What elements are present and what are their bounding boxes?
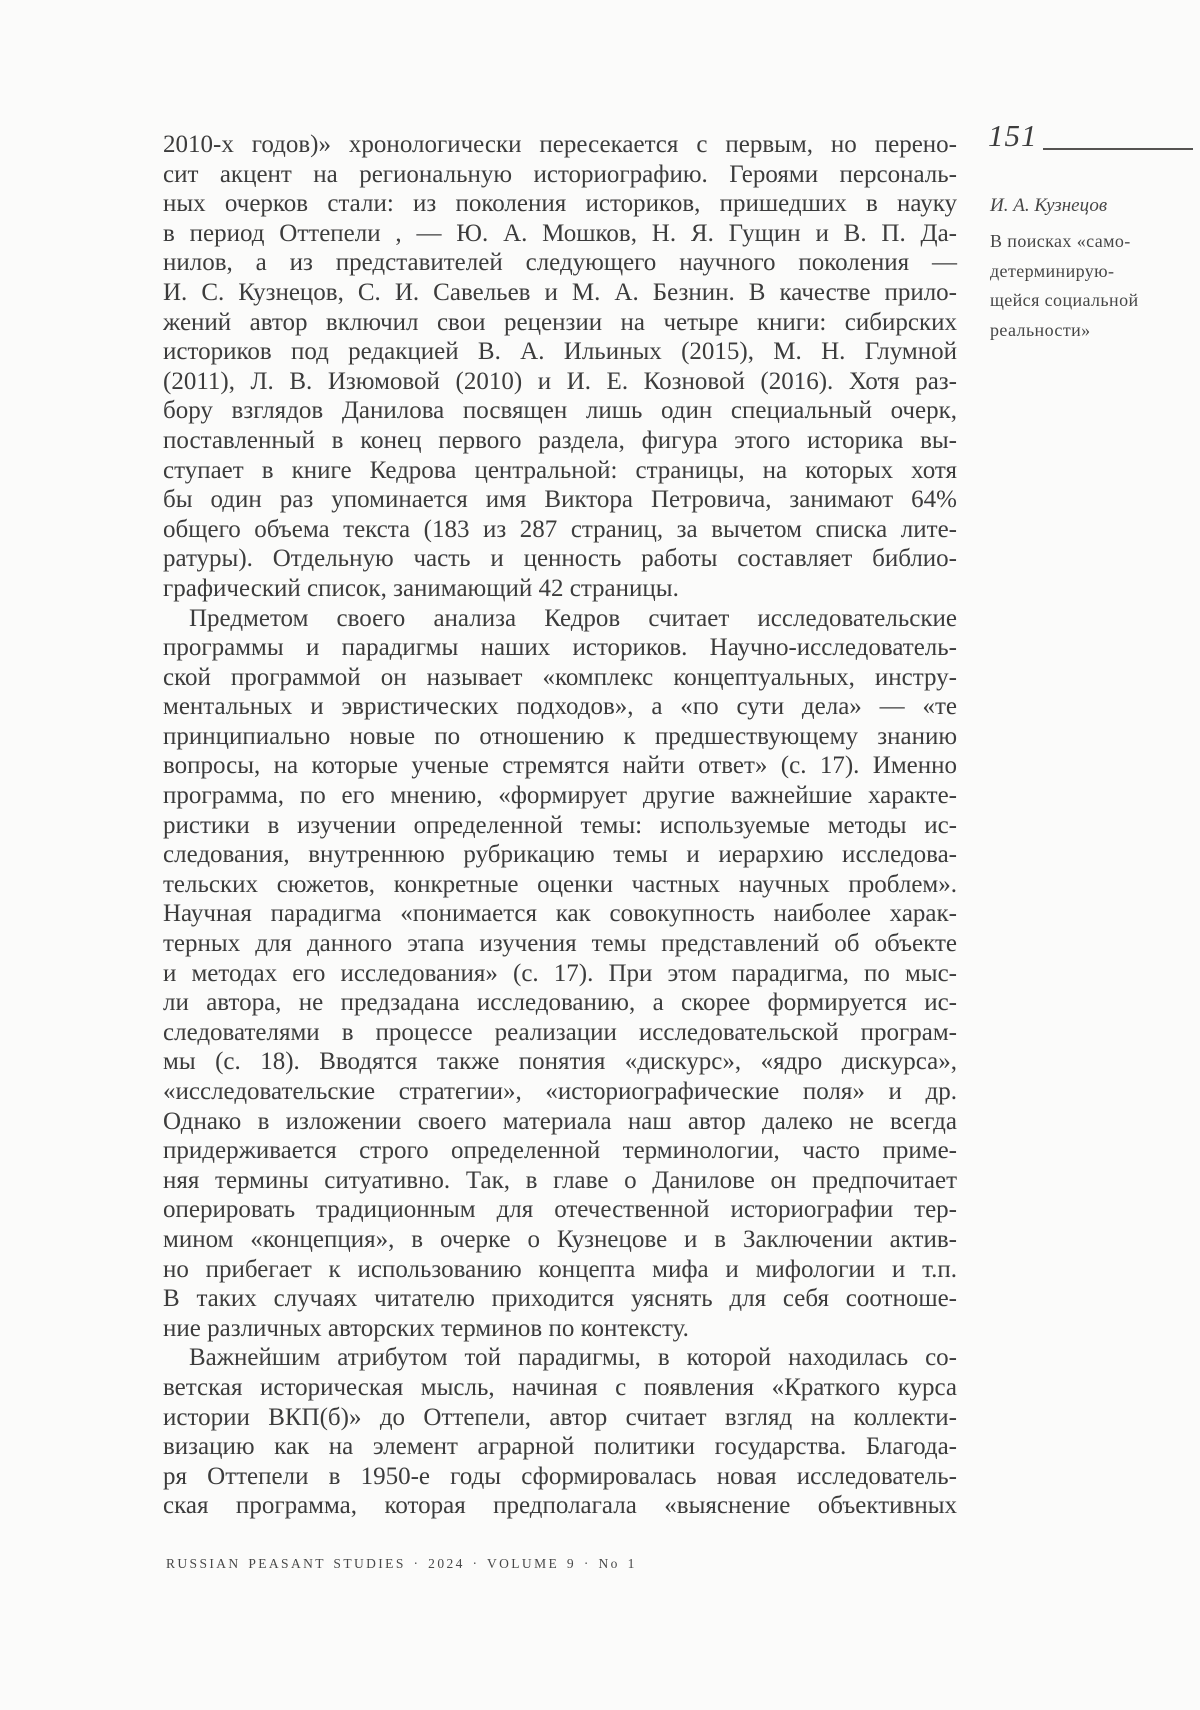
text-line: принципиально новые по отношению к предшествующему знанию [163, 722, 957, 750]
paragraph [163, 1343, 957, 1521]
text-line: В таких случаях читателю приходится уяснять для себя соотноше- [163, 1285, 957, 1313]
text-line: ской программой он называет «комплекс концептуальных, инстру- [163, 663, 957, 691]
sidebar-article-title [990, 227, 1185, 345]
sidebar-author-name: И. А. Кузнецов [990, 195, 1108, 216]
text-line: ристики в изучении определенной темы: используемые методы ис- [163, 811, 957, 839]
text-line: визацию как на элемент аграрной политики государства. Благода- [163, 1433, 957, 1461]
text-line: ветская историческая мысль, начиная с появления «Краткого курса [163, 1373, 957, 1401]
sidebar-title-line: щейся социальной [990, 290, 1139, 310]
text-line: сит акцент на региональную историографию. Героями персональ- [163, 160, 957, 188]
text-line: графический список, занимающий 42 страницы. [163, 574, 679, 602]
text-line: ние различных авторских терминов по контексту. [163, 1314, 689, 1342]
text-line: мы (с. 18). Вводятся также понятия «дискурс», «ядро дискурса», [163, 1048, 957, 1076]
text-line: ступает в книге Кедрова центральной: страницы, на которых хотя [163, 456, 957, 484]
text-line: 2010-х годов)» хронологически пересекается с первым, но перено- [163, 131, 957, 158]
body-text-column [163, 130, 957, 1521]
text-line: историков под редакцией В. А. Ильиных (2015), М. Н. Глумной [163, 338, 957, 366]
text-line: И. С. Кузнецов, С. И. Савельев и М. А. Безнин. В качестве прило- [163, 278, 957, 306]
paragraph [163, 604, 957, 1344]
sidebar-title-line: детерминирую- [990, 260, 1115, 281]
text-line: нилов, а из представителей следующего научного поколения — [163, 249, 957, 277]
text-line: ментальных и эвристических подходов», а «по сути дела» — «те [163, 693, 957, 721]
text-line: жений автор включил свои рецензии на четыре книги: сибирских [163, 308, 957, 336]
text-line: ных очерков стали: из поколения историков, пришедших в науку [163, 190, 957, 218]
text-line: общего объема текста (183 из 287 страниц, за вычетом списка лите- [163, 515, 957, 543]
text-line: Однако в изложении своего материала наш автор далеко не всегда [163, 1107, 957, 1135]
text-line: «исследовательские стратегии», «историографические поля» и др. [163, 1078, 957, 1105]
text-line: ратуры). Отдельную часть и ценность работы составляет библио- [163, 545, 957, 573]
journal-footer: RUSSIAN PEASANT STUDIES · 2024 · VOLUME 9 · No 1 [166, 1556, 637, 1571]
text-line: программы и парадигмы наших историков. Научно-исследователь- [163, 634, 957, 662]
text-line: истории ВКП(б)» до Оттепели, автор считает взгляд на коллекти- [163, 1403, 957, 1431]
text-line: в период Оттепели , — Ю. А. Мошков, Н. Я. Гущин и В. П. Да- [163, 219, 957, 247]
text-line: бы один раз упоминается имя Виктора Петровича, занимают 64% [163, 486, 957, 514]
text-line: бору взглядов Данилова посвящен лишь один специальный очерк, [163, 397, 957, 425]
text-line: ря Оттепели в 1950-е годы сформировалась новая исследователь- [163, 1462, 957, 1490]
text-line: (2011), Л. В. Изюмовой (2010) и И. Е. Козновой (2016). Хотя раз- [163, 367, 957, 395]
article-sidebar [990, 193, 1185, 345]
text-line: Важнейшим атрибутом той парадигмы, в которой находилась со- [189, 1344, 957, 1372]
text-line: ли автора, не предзадана исследованию, а скорее формируется ис- [163, 989, 957, 1017]
text-line: мином «концепция», в очерке о Кузнецове и в Заключении актив- [163, 1225, 957, 1253]
text-line: няя термины ситуативно. Так, в главе о Данилове он предпочитает [163, 1166, 957, 1194]
text-line: терных для данного этапа изучения темы представлений об объекте [163, 930, 957, 958]
text-line: следования, внутреннюю рубрикацию темы и иерархию исследова- [163, 841, 957, 869]
header-rule [1043, 148, 1193, 150]
paragraph [163, 130, 957, 604]
text-line: поставленный в конец первого раздела, фигура этого историка вы- [163, 426, 957, 454]
text-line: оперировать традиционным для отечественной историографии тер- [163, 1196, 957, 1224]
text-line: следователями в процессе реализации исследовательской програм- [163, 1018, 957, 1046]
sidebar-title-line: реальности» [990, 319, 1091, 340]
text-line: придерживается строго определенной терминологии, часто приме- [163, 1137, 957, 1165]
text-line: Предметом своего анализа Кедров считает исследовательские [189, 604, 957, 632]
text-line: и методах его исследования» (с. 17). При этом парадигма, по мыс- [163, 959, 957, 987]
text-line: но прибегает к использованию концепта мифа и мифологии и т.п. [163, 1255, 957, 1283]
text-line: Научная парадигма «понимается как совокупность наиболее харак- [163, 900, 957, 928]
text-line: вопросы, на которые ученые стремятся найти ответ» (с. 17). Именно [163, 752, 957, 780]
text-line: ская программа, которая предполагала «выяснение объективных [163, 1492, 957, 1520]
page-number: 151 [988, 118, 1038, 153]
text-line: программа, по его мнению, «формирует другие важнейшие характе- [163, 782, 957, 810]
text-line: тельских сюжетов, конкретные оценки частных научных проблем». [163, 870, 957, 898]
sidebar-title-line: В поисках «само- [990, 231, 1131, 251]
